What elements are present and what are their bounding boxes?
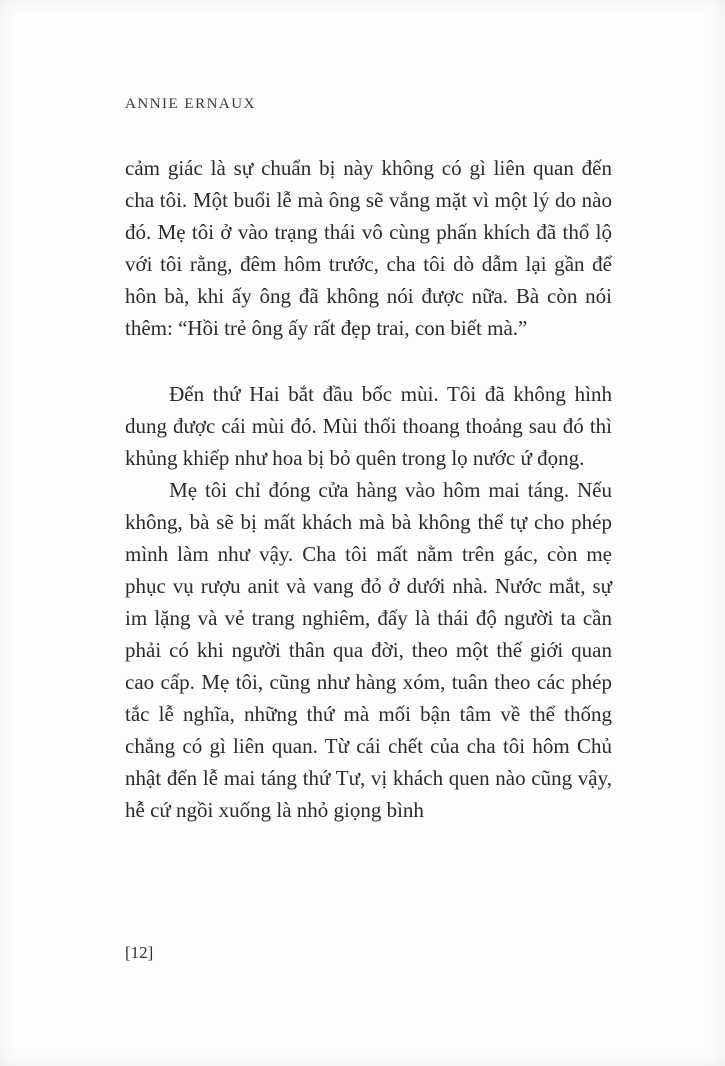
running-header-author: ANNIE ERNAUX (125, 96, 256, 112)
page-number: [12] (125, 943, 154, 962)
paragraph-3: Mẹ tôi chỉ đóng cửa hàng vào hôm mai táng. Nếu không, bà sẽ bị mất khách mà bà không thể tự cho phép mình làm như vậy. Cha tôi mất nằm trên gác, còn mẹ phục vụ rượu anit và vang đỏ ở dưới nhà. Nước mắt, sự im lặng và vẻ trang nghiêm, đấy là thái độ người ta cần phải có khi người thân qua đời, theo một thế giới quan cao cấp. Mẹ tôi, cũng như hàng xóm, tuân theo các phép tắc lễ nghĩa, những thứ mà mối bận tâm về thể thống chẳng có gì liên quan. Từ cái chết của cha tôi hôm Chủ nhật đến lễ mai táng thứ Tư, vị khách quen nào cũng vậy, hễ cứ ngồi xuống là nhỏ giọng bình (125, 478, 612, 822)
page-body (125, 152, 612, 826)
paragraph-1: cảm giác là sự chuẩn bị này không có gì liên quan đến cha tôi. Một buổi lễ mà ông sẽ vắng mặt vì một lý do nào đó. Mẹ tôi ở vào trạng thái vô cùng phấn khích đã thổ lộ với tôi rằng, đêm hôm trước, cha tôi dò dẫm lại gần để hôn bà, khi ấy ông đã không nói được nữa. Bà còn nói thêm: “Hồi trẻ ông ấy rất đẹp trai, con biết mà.” (125, 156, 612, 340)
paragraph-2: Đến thứ Hai bắt đầu bốc mùi. Tôi đã không hình dung được cái mùi đó. Mùi thối thoang thoảng sau đó thì khủng khiếp như hoa bị bỏ quên trong lọ nước ứ đọng. (125, 382, 612, 470)
